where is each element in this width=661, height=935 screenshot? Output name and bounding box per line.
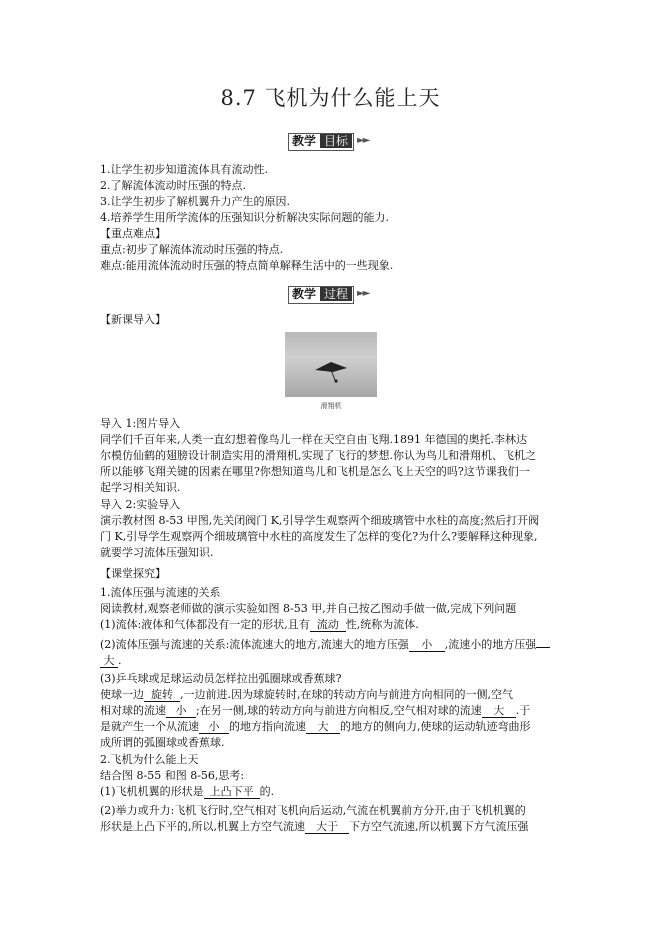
intro2-title: 导入 2:实验导入	[100, 498, 181, 511]
paragraph-line: 结合图 8-55 和图 8-56,思考:	[100, 769, 245, 782]
goal-item: 2.了解流体流动时压强的特点.	[100, 179, 246, 192]
question-3-line	[100, 703, 570, 718]
section-title: 1.流体压强与流速的关系	[100, 586, 221, 599]
explore-heading: 【课堂探究】	[100, 567, 166, 580]
question-3-line	[100, 687, 570, 702]
question-text: 的地方指向流速	[229, 720, 306, 733]
question-p2	[100, 819, 570, 834]
answer-blank: 上凸下平	[204, 785, 260, 799]
paragraph-line: 门 K,引导学生观察两个细玻璃管中水柱的高度发生了怎样的变化?为什么?要解释这种现象,	[100, 530, 538, 543]
answer-blank: 大	[482, 704, 516, 718]
key-point: 重点:初步了解流体流动时压强的特点.	[100, 243, 284, 256]
answer-blank: 大	[306, 720, 340, 734]
question-text: 的地方的侧向力,使球的运动轨迹弯曲形	[340, 720, 531, 733]
question-text: ,流速小的地方压强	[444, 638, 537, 651]
answer-blank: 小	[409, 638, 445, 652]
paragraph-line: 就要学习流体压强知识.	[100, 546, 214, 559]
question-2-cont	[100, 653, 570, 668]
question-text: 相对球的流速	[100, 704, 166, 717]
answer-blank: 流动	[310, 618, 346, 632]
paragraph-line: 演示教材图 8-53 甲图,先关闭阀门 K,引导学生观察两个细玻璃管中水柱的高度;然后打开阀	[100, 514, 540, 527]
banner-label-right: 目标	[320, 134, 352, 148]
answer-blank: 大于	[305, 820, 349, 834]
photo-caption: 滑翔机	[320, 402, 342, 410]
question-text: 是就产生一个从流速	[100, 720, 199, 733]
question-text: ,一边前进.因为球旋转时,在球的转动方向与前进方向相同的一侧,空气	[180, 688, 513, 701]
paragraph-line: 尔模仿仙鹤的翅膀设计制造实用的滑翔机,实现了飞行的梦想.你认为鸟儿和滑翔机、飞机之	[100, 449, 536, 462]
answer-blank	[536, 647, 550, 648]
goal-item: 1.让学生初步知道流体具有流动性.	[100, 163, 268, 176]
question-3-line	[100, 719, 570, 734]
paragraph-line: (2)举力或升力:飞机飞行时,空气相对飞机向后运动,气流在机翼前方分开,由于飞机机翼的	[100, 804, 526, 817]
teaching-process-banner	[288, 286, 380, 304]
arrow-icon: ►►	[357, 135, 369, 146]
answer-blank: 小	[199, 720, 229, 734]
answer-blank: 小	[166, 704, 196, 718]
question-text: (1)流体:液体和气体都没有一定的形状,且有	[100, 618, 310, 631]
question-text: .于	[515, 704, 531, 717]
question-text: 使球一边	[100, 688, 144, 701]
paragraph-line: 阅读教材,观察老师做的演示实验如图 8-53 甲,并自己按乙图动手做一做,完成下列问题	[100, 602, 517, 615]
question-text: ;在另一侧,球的转动方向与前进方向相反,空气相对球的流速	[196, 704, 482, 717]
goal-item: 4.培养学生用所学流体的压强知识分析解决实际问题的能力.	[100, 211, 389, 224]
question-2	[100, 637, 570, 652]
question-text: (2)流体压强与流速的关系:流体流速大的地方,流速大的地方压强	[100, 638, 409, 651]
answer-blank: 大	[100, 654, 118, 668]
paragraph-line: 所以能够飞翔关键的因素在哪里?你想知道鸟儿和飞机是怎么飞上天空的吗?这节课我们一	[100, 465, 530, 478]
arrow-icon: ►►	[357, 288, 369, 299]
question-p1	[100, 784, 570, 799]
banner-label-left: 教学	[289, 134, 319, 148]
answer-blank: 旋转	[144, 688, 180, 702]
difficulty-point: 难点:能用流体流动时压强的特点简单解释生活中的一些现象.	[100, 259, 394, 272]
goal-item: 3.让学生初步了解机翼升力产生的原因.	[100, 195, 290, 208]
intro1-title: 导入 1:图片导入	[100, 417, 181, 430]
teaching-goals-banner	[288, 133, 380, 151]
banner-label-right: 过程	[320, 287, 352, 301]
banner-label-left: 教学	[289, 287, 319, 301]
question-text: 下方空气流速,所以机翼下方气流压强	[349, 820, 529, 833]
question-3-title: (3)乒乓球或足球运动员怎样拉出弧圈球或香蕉球?	[100, 672, 342, 685]
key-difficulty-heading: 【重点难点】	[100, 227, 166, 240]
paragraph-line: 起学习相关知识.	[100, 481, 181, 494]
question-3-line: 成所谓的弧圈球或香蕉球.	[100, 736, 225, 749]
question-text: 性,统称为流体.	[345, 618, 419, 631]
paragraph-line: 同学们千百年来,人类一直幻想着像鸟儿一样在天空自由飞翔.1891 年德国的奥托.李林达	[100, 433, 527, 446]
question-text: .	[118, 654, 122, 667]
glider-photo	[285, 332, 377, 397]
question-text: 形状是上凸下平的,所以,机翼上方空气流速	[100, 820, 305, 833]
page-title: 8.7 飞机为什么能上天	[220, 86, 441, 110]
section-title: 2.飞机为什么能上天	[100, 753, 199, 766]
question-text: 的.	[259, 785, 275, 798]
intro-heading: 【新课导入】	[100, 313, 166, 326]
question-text: (1)飞机机翼的形状是	[100, 785, 204, 798]
question-1	[100, 617, 570, 632]
